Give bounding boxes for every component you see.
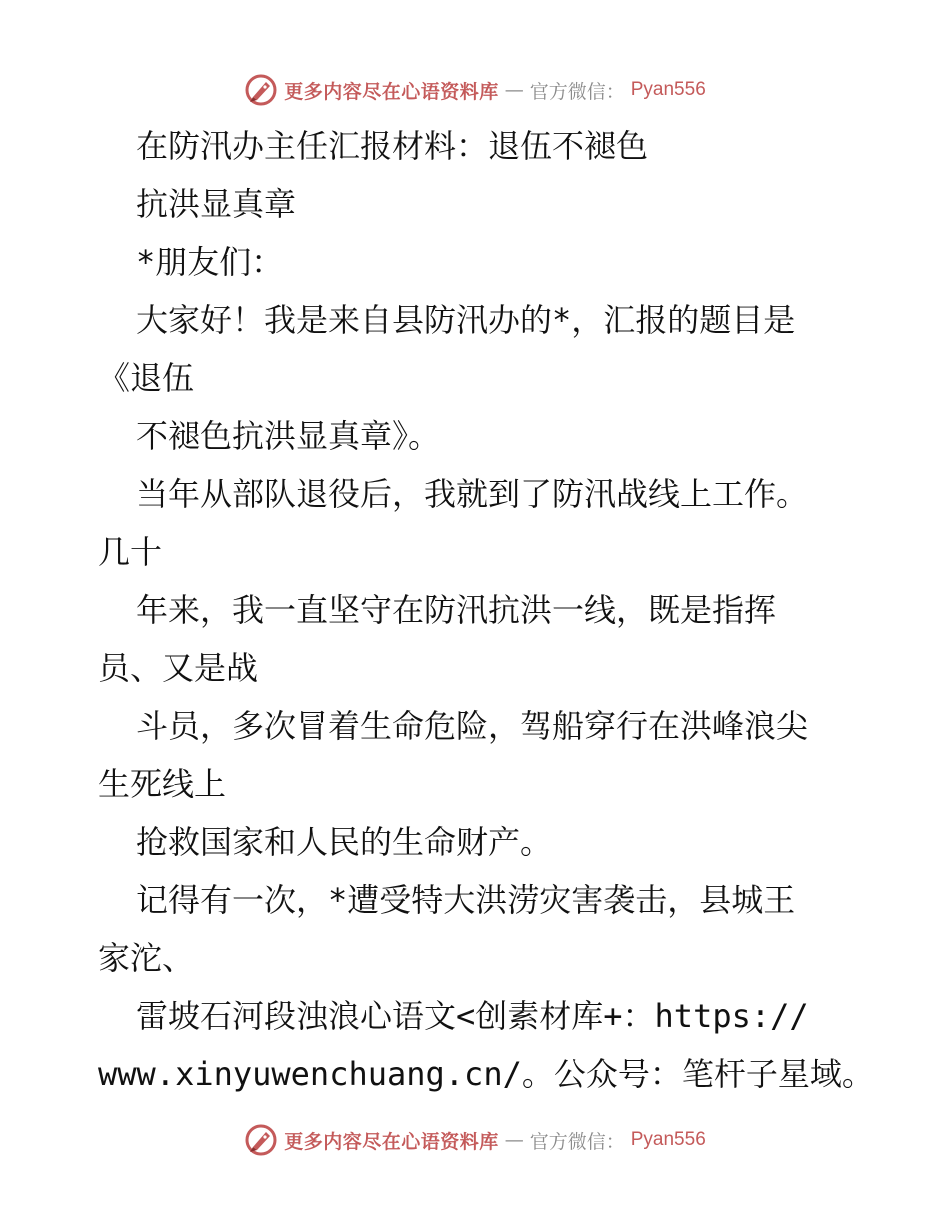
watermark-wechat-id: Pyan556 (630, 1129, 706, 1150)
watermark-dash: — (504, 1129, 524, 1151)
document-line: 雷坡石河段浊浪心语文<创素材库+：https:// (136, 997, 809, 1035)
watermark-dash: — (504, 79, 524, 101)
document-line: 几十 (98, 533, 163, 571)
document-line: 抗洪显真章 (136, 185, 297, 223)
document-line: 大家好！我是来自县防汛办的*，汇报的题目是 (136, 301, 796, 339)
watermark-text: 更多内容尽在心语资料库 (284, 1130, 499, 1153)
watermark-header (0, 70, 950, 110)
watermark-wechat-label: 官方微信： (529, 80, 625, 103)
document-line: 在防汛办主任汇报材料：退伍不褪色 (136, 127, 649, 165)
document-line: 《退伍 (98, 359, 195, 397)
document-line: 不褪色抗洪显真章》。 (136, 417, 441, 455)
document-line: 年来，我一直坚守在防汛抗洪一线，既是指挥 (136, 591, 777, 629)
document-line: 员、又是战 (98, 649, 259, 687)
document-line: 生死线上 (98, 765, 227, 803)
document-line: 当年从部队退役后，我就到了防汛战线上工作。 (136, 475, 809, 513)
watermark-footer (0, 1120, 950, 1160)
pen-nib-logo-icon (244, 1123, 278, 1157)
document-line: 斗员，多次冒着生命危险，驾船穿行在洪峰浪尖 (136, 707, 809, 745)
document-line: 抢救国家和人民的生命财产。 (136, 823, 553, 861)
document-line: www.xinyuwenchuang.cn/。公众号：笔杆子星域。 (98, 1055, 874, 1093)
watermark-wechat-label: 官方微信： (529, 1130, 625, 1153)
document-line: 家沱、 (98, 939, 195, 977)
watermark-text: 更多内容尽在心语资料库 (284, 80, 499, 103)
watermark-wechat-id: Pyan556 (630, 79, 706, 100)
document-line: *朋友们： (136, 243, 284, 281)
document-line: 记得有一次，*遭受特大洪涝灾害袭击，县城王 (136, 881, 796, 919)
document-body (98, 117, 874, 1103)
pen-nib-logo-icon (244, 73, 278, 107)
